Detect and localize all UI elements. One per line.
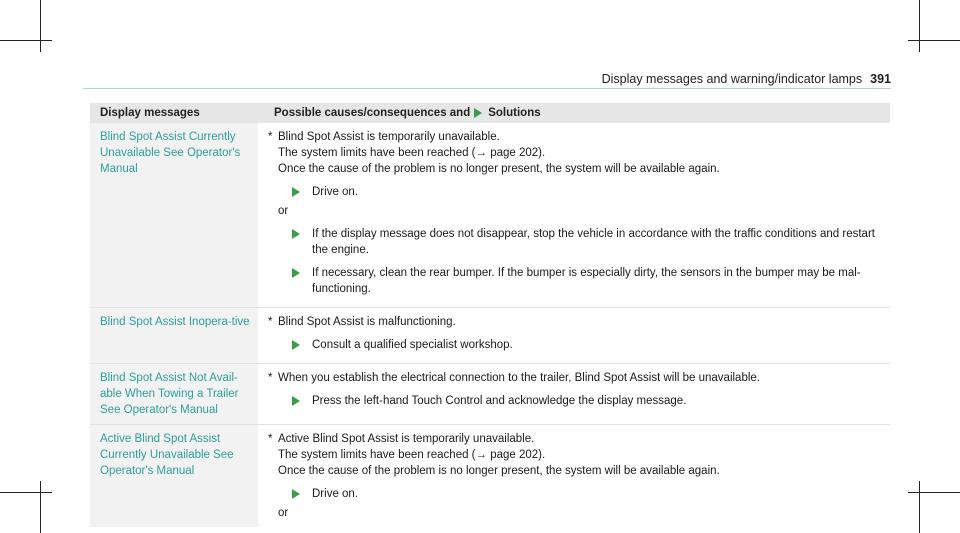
display-message: Active Blind Spot Assist Currently Unavailable See Operator's Manual: [90, 425, 258, 527]
messages-table: [90, 103, 890, 527]
page-number: 391: [870, 72, 891, 86]
table-row: [90, 425, 890, 527]
table-row: [90, 364, 890, 425]
green-triangle-arrow-icon: [474, 108, 482, 118]
crop-mark: [919, 0, 920, 52]
table-row: [90, 308, 890, 364]
crop-mark: [908, 40, 960, 41]
star-marker: *: [268, 316, 273, 328]
header-title: Display messages and warning/indicator lamps: [601, 72, 863, 86]
col-header-causes: Possible causes/consequences and Solutions: [274, 107, 541, 119]
table-header: [90, 103, 890, 123]
crop-mark: [908, 492, 960, 493]
green-triangle-arrow-icon: [292, 340, 300, 350]
green-triangle-arrow-icon: [292, 229, 300, 239]
display-message: Blind Spot Assist Inopera-tive: [90, 308, 258, 363]
running-header: [560, 72, 891, 86]
col-header-messages: Display messages: [100, 107, 200, 119]
green-triangle-arrow-icon: [292, 489, 300, 499]
green-triangle-arrow-icon: [292, 396, 300, 406]
star-marker: *: [268, 131, 273, 143]
crop-mark: [0, 492, 52, 493]
crop-mark: [40, 481, 41, 533]
solution-cell: * When you establish the electrical connection to the trailer, Blind Spot Assist will be unavailable. Press the left-hand Touch Control and acknowledge the display message.: [268, 372, 760, 407]
crop-mark: [919, 481, 920, 533]
star-marker: *: [268, 433, 273, 445]
solution-cell: * Blind Spot Assist is temporarily unavailable. The system limits have been reached (→ page 202). Once the cause of the problem is no longer present, the system will be available again. Drive on. or If the display message does not disappear, stop the vehicle in accordance with the traffic conditions and restart the engine. If necessary, clean the rear bumper. If the bumper is especially dirty, the sensors in the bumper may be mal-functioning.: [268, 131, 875, 295]
table-row: [90, 123, 890, 308]
green-triangle-arrow-icon: [292, 187, 300, 197]
display-message: Blind Spot Assist Currently Unavailable See Operator's Manual: [90, 123, 258, 307]
star-marker: *: [268, 372, 273, 384]
green-triangle-arrow-icon: [292, 268, 300, 278]
crop-mark: [0, 40, 52, 41]
display-message: Blind Spot Assist Not Avail-able When Towing a Trailer See Operator's Manual: [90, 364, 258, 424]
solution-cell: * Active Blind Spot Assist is temporarily unavailable. The system limits have been reached (→ page 202). Once the cause of the problem is no longer present, the system will be available again. Drive on. or: [268, 433, 720, 519]
solution-cell: * Blind Spot Assist is malfunctioning. Consult a qualified specialist workshop.: [268, 316, 513, 351]
header-rule: [83, 88, 891, 89]
crop-mark: [40, 0, 41, 52]
